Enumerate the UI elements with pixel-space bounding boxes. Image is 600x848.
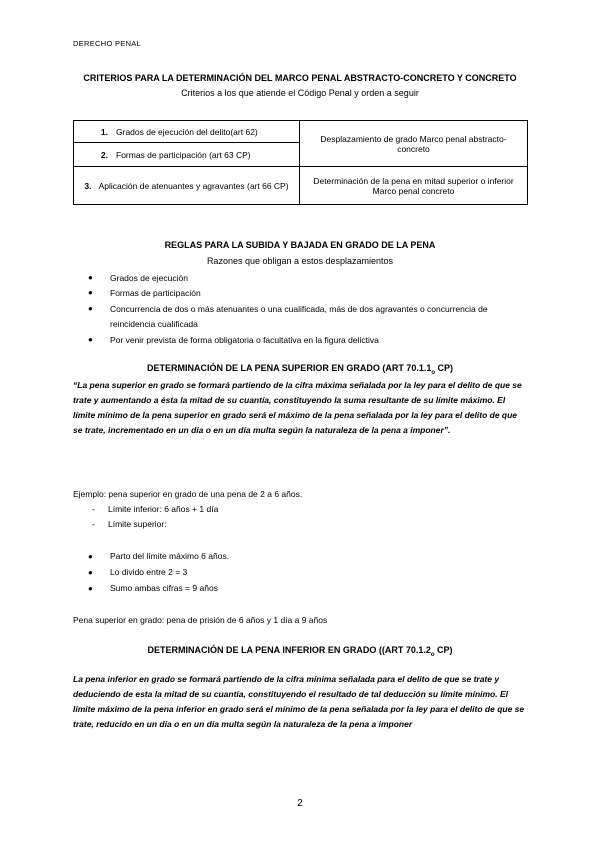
section4-title: DETERMINACIÓN DE LA PENA INFERIOR EN GRADO ((ART $70.1.2_o$ CP): [147, 645, 453, 658]
item-number: 2.: [100, 149, 108, 160]
section3-quote: “La pena superior en grado se formará partiendo de la cifra máxima señalada por la ley para el delito de que se trate y aumentando a ésta la mitad de su cuantía, constituyendo la suma resultante de su límite máximo. El límite mínimo de la pena superior en grado será el máximo de la pena señalada por la ley para el delito de que se trate, incrementado en un día o en un día multa según la naturaleza de la pena a imponer”.: [73, 380, 522, 435]
bullet-icon: ●: [88, 288, 93, 297]
list-item: ● Lo divido entre 2 = 3: [88, 567, 188, 577]
bullet-icon: ●: [88, 304, 93, 313]
list-item: - Límite inferior: 6 años + 1 día: [92, 504, 219, 514]
bullet-icon: ●: [88, 584, 93, 593]
bullet-icon: ●: [88, 568, 93, 577]
section1-subtitle: Criterios a los que atiende el Código Penal y orden a seguir: [181, 88, 419, 98]
page-number: 2: [297, 798, 303, 809]
section1-title: CRITERIOS PARA LA DETERMINACIÓN DEL MARCO PENAL ABSTRACTO-CONCRETO Y CONCRETO: [83, 73, 517, 83]
result-text: Pena superior en grado: pena de prisión de 6 años y 1 día a 9 años: [73, 615, 328, 625]
section4-text: La pena inferior en grado se formará partiendo de la cifra mínima señalada para el delito de que se trate y deduciendo de esta la mitad de su cuantía, constituyendo el resultado de tal deducción su límite mínimo. El límite máximo de la pena inferior en grado será el mínimo de la pena señalada por la ley para el delito de que se trate, reducido en un día o en un día multa según la naturaleza de la pena a imponer: [73, 674, 525, 729]
document-page: DERECHO PENAL CRITERIOS PARA LA DETERMINACIÓN DEL MARCO PENAL ABSTRACTO-CONCRETO Y CONCRETO Criterios a los que atiende el Código Penal y orden a seguir 1. Grados de ejecución del delito(art 62) Desplazamiento de grado Marco penal abstracto-concreto 2. Formas de participación (art 63 CP) 3. Aplicación de atenuantes y agravantes (art 66 CP) Determinación de la pena en mitad superior o inferior Marco penal concreto REGLAS PARA LA SUBIDA Y BAJADA EN GRADO DE LA PENA Razones que obligan a estos desplazamientos ● Grados de ejecución ● Formas de participación ● Concurrencia de dos o más atenuantes o una cualificada, más de dos agravantes o concurrencia de reincidencia cualificada ● Por venir prevista de forma obligatoria o facultativa en la figura delictiva DETERMINACIÓN DE LA PENA SUPERIOR EN GRADO (ART $70.1.1_o$ CP) “La pena superior en grado se formará partiendo de la cifra máxima señalada por la ley para el delito de que se trate y aumentando a ésta la mitad de su cuantía, constituyendo la suma resultante de su límite máximo. El límite mínimo de la pena superior en grado será el máximo de la pena señalada por la ley para el delito de que se trate, incrementado en un día o en un día multa según la naturaleza de la pena a imponer”. Ejemplo: pena superior en grado de una pena de 2 a 6 años. - Límite inferior: 6 años + 1 día - Límite superior: ● Parto del límite máximo 6 años. ● Lo divido entre 2 = 3 ● Sumo ambas cifras = 9 años Pena superior en grado: pena de prisión de 6 años y 1 día a 9 años DETERMINACIÓN DE LA PENA INFERIOR EN GRADO ((ART $70.1.2_o$ CP) La pena inferior en grado se formará partiendo de la cifra mínima señalada para el delito de que se trate y deduciendo de esta la mitad de su cuantía, constituyendo el resultado de tal deducción su límite mínimo. El límite máximo de la pena inferior en grado será el mínimo de la pena señalada por la ley para el delito de que se trate, reducido en un día o en un día multa según la naturaleza de la pena a imponer 2: [0, 0, 600, 848]
dash-icon: -: [92, 504, 95, 514]
section3-title: DETERMINACIÓN DE LA PENA SUPERIOR EN GRADO (ART $70.1.1_o$ CP): [146, 363, 454, 376]
bullet-icon: ●: [88, 335, 93, 344]
section2-title: REGLAS PARA LA SUBIDA Y BAJADA EN GRADO DE LA PENA: [164, 240, 436, 250]
list-item: ● Sumo ambas cifras = 9 años: [88, 583, 218, 593]
running-header: DERECHO PENAL: [73, 39, 142, 48]
bullet-icon: ●: [88, 273, 93, 282]
table-cell: [74, 167, 300, 205]
cell-text: Formas de participación (art 63 CP): [116, 149, 251, 160]
example-text: Ejemplo: pena superior en grado de una pena de 2 a 6 años.: [73, 489, 303, 499]
criteria-table: [73, 120, 528, 205]
item-number: 3.: [84, 180, 92, 191]
bullet-icon: ●: [88, 552, 93, 561]
table-cell: [300, 121, 528, 167]
list-item: - Límite superior:: [92, 519, 167, 529]
cell-text: Grados de ejecución del delito(art 62): [116, 126, 258, 137]
dash-icon: -: [92, 519, 95, 529]
item-number: 1.: [100, 126, 108, 137]
table-cell: [74, 143, 300, 167]
cell-text: Aplicación de atenuantes y agravantes (art 66 CP): [98, 180, 289, 191]
table-cell: [300, 167, 528, 205]
list-item: ● Parto del límite máximo 6 años.: [88, 551, 230, 561]
cell-text: Determinación de la pena en mitad superior o inferior Marco penal concreto: [313, 175, 514, 196]
cell-text: Desplazamiento de grado Marco penal abstracto-concreto: [320, 133, 507, 154]
table-cell: [74, 121, 300, 143]
section2-subtitle: Razones que obligan a estos desplazamientos: [206, 256, 394, 266]
